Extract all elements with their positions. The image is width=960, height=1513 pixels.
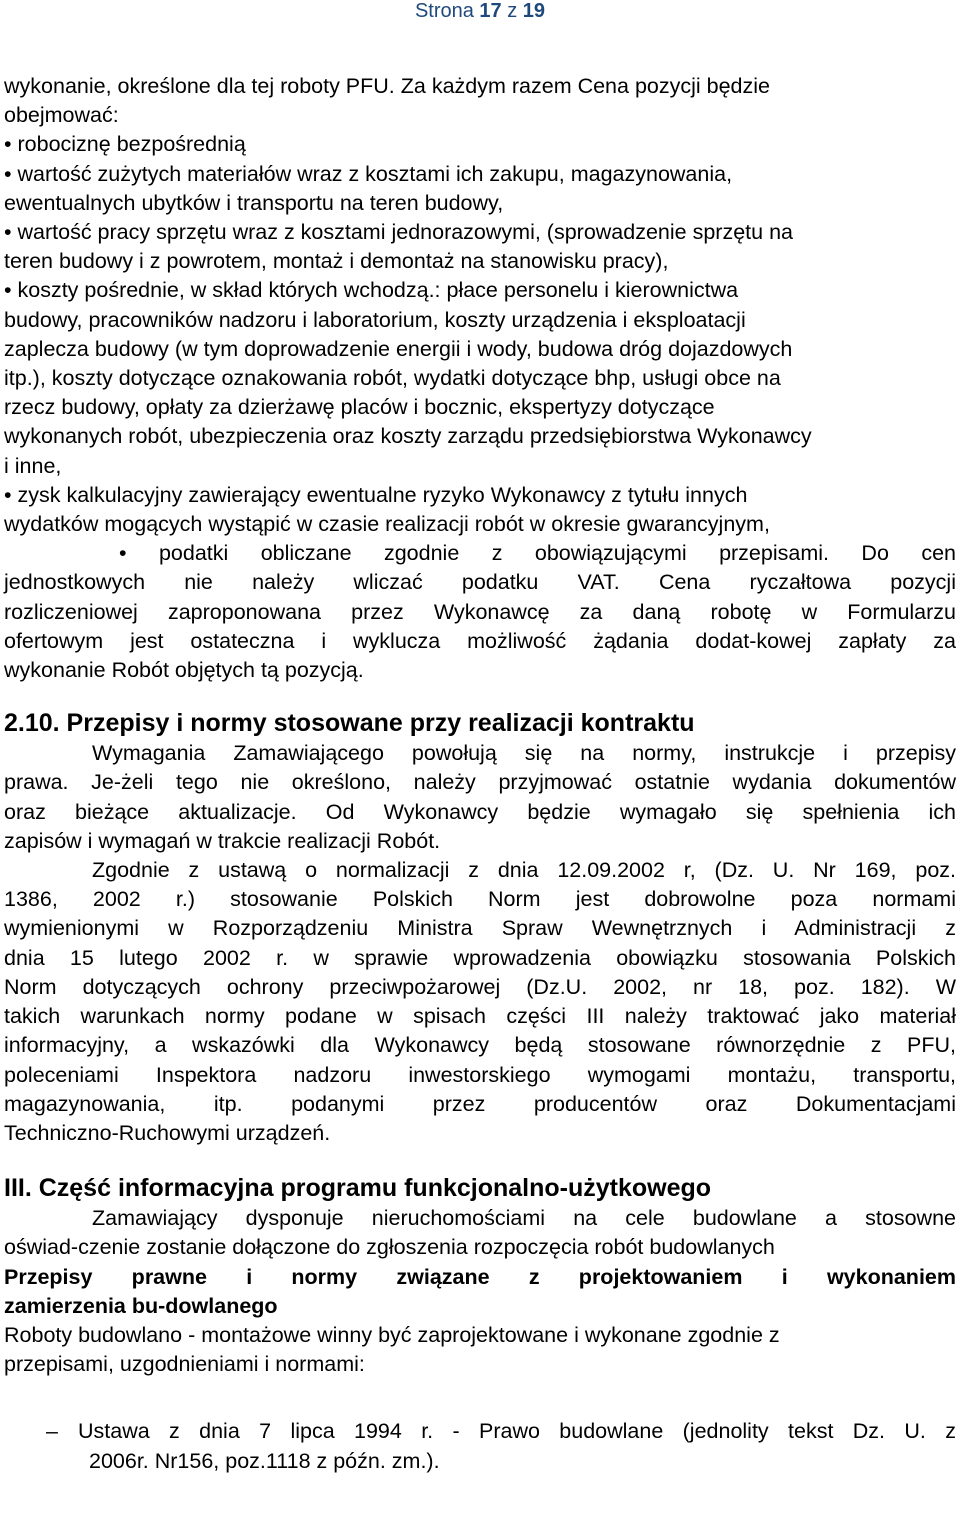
dash-marker: – <box>46 1419 58 1444</box>
paragraph-first-line: Zgodnie z ustawą o normalizacji z dnia 12.09.2002 r, (Dz. U. Nr 169, poz. <box>92 858 956 883</box>
pricing-components-block <box>4 72 956 685</box>
text-line: wykonanych robót, ubezpieczenia oraz koszty zarządu przedsiębiorstwa Wykonawcy <box>4 424 812 449</box>
bullet-item: • robociznę bezpośrednią <box>4 132 246 157</box>
text-line: Norm dotyczących ochrony przeciwpożarowej (Dz.U. 2002, nr 18, poz. 182). W <box>4 974 956 999</box>
bold-subheading-line: Przepisy prawne i normy związane z projektowaniem i wykonaniem <box>4 1264 956 1289</box>
text-line: dnia 15 lutego 2002 r. w sprawie wprowadzenia obowiązku stosowania Polskich <box>4 945 956 970</box>
text-line: magazynowania, itp. podanymi przez producentów oraz Dokumentacjami <box>4 1091 956 1116</box>
law-list-item <box>4 1417 956 1446</box>
paragraph-first-line: Wymagania Zamawiającego powołują się na normy, instrukcje i przepisy <box>92 741 956 766</box>
text-line: prawa. Je-żeli tego nie określono, należy przyjmować ostatnie wydania dokumentów <box>4 770 956 795</box>
document-body <box>4 72 956 1476</box>
text-line: teren budowy i z powrotem, montaż i demontaż na stanowisku pracy), <box>4 249 669 274</box>
bold-subheading-line: zamierzenia bu-dowlanego <box>4 1293 278 1318</box>
section-heading-2-10: 2.10. Przepisy i normy stosowane przy realizacji kontraktu <box>4 709 695 738</box>
law-list-item-continuation: 2006r. Nr156, poz.1118 z późn. zm.). <box>89 1448 440 1473</box>
section-heading-iii: III. Część informacyjna programu funkcjonalno-użytkowego <box>4 1174 712 1203</box>
text-line: takich warunkach normy podane w spisach części III należy traktować jako materiał <box>4 1004 956 1029</box>
text-line: rzecz budowy, opłaty za dzierżawę placów i bocznic, ekspertyzy dotyczące <box>4 395 715 420</box>
page-separator: z <box>501 0 523 22</box>
text-line: oraz bieżące aktualizacje. Od Wykonawcy będzie wymagało się spełnienia ich <box>4 799 956 824</box>
text-line: wykonanie Robót objętych tą pozycją. <box>4 658 364 683</box>
paragraph-first-line: Zamawiający dysponuje nieruchomościami na cele budowlane a stosowne <box>92 1206 956 1231</box>
text-line: Techniczno-Ruchowymi urządzeń. <box>4 1120 331 1145</box>
bullet-item: • wartość zużytych materiałów wraz z kosztami ich zakupu, magazynowania, <box>4 161 733 186</box>
text-line: wymienionymi w Rozporządzeniu Ministra Spraw Wewnętrznych i Administracji z <box>4 916 956 941</box>
text-line: informacyjny, a wskazówki dla Wykonawcy będą stosowane równorzędnie z PFU, <box>4 1033 956 1058</box>
text-line: przepisami, uzgodnieniami i normami: <box>4 1352 365 1377</box>
text-line: obejmować: <box>4 103 119 128</box>
text-line: rozliczeniowej zaproponowana przez Wykonawcę za daną robotę w Formularzu <box>4 599 956 624</box>
text-line: ewentualnych ubytków i transportu na teren budowy, <box>4 190 504 215</box>
text-line: zaplecza budowy (w tym doprowadzenie energii i wody, budowa dróg dojazdowych <box>4 336 793 361</box>
text-line: itp.), koszty dotyczące oznakowania robót, wydatki dotyczące bhp, usługi obce na <box>4 366 781 391</box>
text-line: oświad-czenie zostanie dołączone do zgłoszenia rozpoczęcia robót budowlanych <box>4 1235 775 1260</box>
bullet-item: • zysk kalkulacyjny zawierający ewentualne ryzyko Wykonawcy z tytułu innych <box>4 482 748 507</box>
text-line: jednostkowych nie należy wliczać podatku VAT. Cena ryczałtowa pozycji <box>4 570 956 595</box>
text-line: poleceniami Inspektora nadzoru inwestorskiego wymogami montażu, transportu, <box>4 1062 956 1087</box>
bullet-item: • koszty pośrednie, w skład których wchodzą.: płace personelu i kierownictwa <box>4 278 739 303</box>
page-header <box>0 0 960 24</box>
text-line: Roboty budowlano - montażowe winny być zaprojektowane i wykonane zgodnie z <box>4 1322 780 1347</box>
current-page-number: 17 <box>479 0 502 22</box>
law-list-item-text: Ustawa z dnia 7 lipca 1994 r. - Prawo budowlane (jednolity tekst Dz. U. z <box>78 1419 956 1444</box>
text-line: zapisów i wymagań w trakcie realizacji Robót. <box>4 828 441 853</box>
section-iii-body <box>4 1204 956 1476</box>
text-line: wydatków mogących wystąpić w czasie realizacji robót w okresie gwarancyjnym, <box>4 512 770 537</box>
section-2-10-body <box>4 739 956 1148</box>
bullet-item: • wartość pracy sprzętu wraz z kosztami jednorazowymi, (sprowadzenie sprzętu na <box>4 220 793 245</box>
text-line: 1386, 2002 r.) stosowanie Polskich Norm jest dobrowolne poza normami <box>4 887 956 912</box>
total-pages-number: 19 <box>522 0 546 22</box>
text-line: budowy, pracowników nadzoru i laboratorium, koszty urządzenia i eksploatacji <box>4 307 746 332</box>
text-line: wykonanie, określone dla tej roboty PFU. Za każdym razem Cena pozycji będzie <box>4 74 770 98</box>
page-label: Strona <box>414 0 480 22</box>
text-line: ofertowym jest ostateczna i wyklucza możliwość żądania dodat-kowej zapłaty za <box>4 628 956 653</box>
text-line: i inne, <box>4 453 62 478</box>
bullet-item-taxes: • podatki obliczane zgodnie z obowiązującymi przepisami. Do cen <box>119 541 956 566</box>
